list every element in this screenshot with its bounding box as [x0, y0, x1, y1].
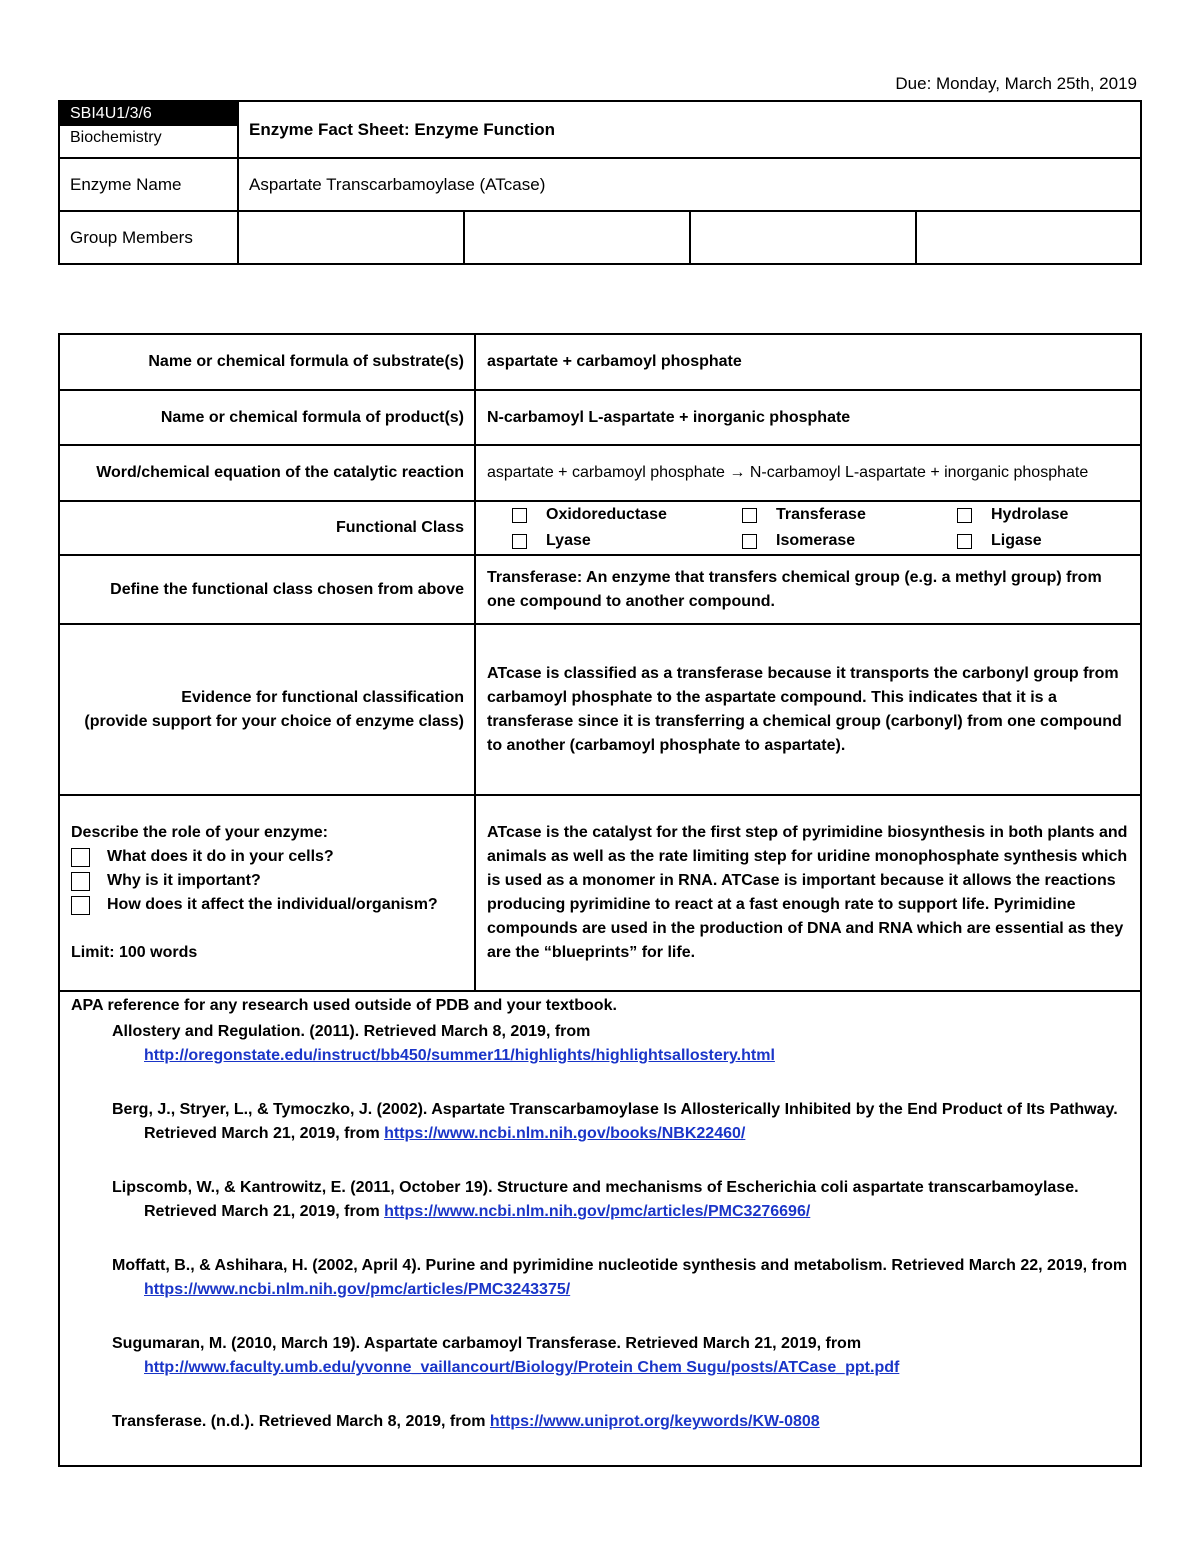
reference-link[interactable]: https://www.uniprot.org/keywords/KW-0808: [489, 1413, 820, 1430]
checkbox-icon: [957, 508, 972, 523]
checkbox-icon: [512, 508, 527, 523]
reference-link[interactable]: https://www.ncbi.nlm.nih.gov/books/NBK22460/: [384, 1125, 746, 1142]
reference-item: Berg, J., Stryer, L., & Tymoczko, J. (2002). Aspartate Transcarbamoylase Is Allosterically Inhibited by the End Product of Its Pathway. Retrieved March 21, 2019, from https://www.ncbi.nlm.nih.gov/books/NBK22460/: [112, 1101, 1118, 1142]
product-field[interactable]: N-carbamoyl L-aspartate + inorganic phosphate: [475, 390, 1141, 445]
reference-item: Moffatt, B., & Ashihara, H. (2002, April 4). Purine and pyrimidine nucleotide synthesis and metabolism. Retrieved March 22, 2019, from https://www.ncbi.nlm.nih.gov/pmc/articles/PMC3243375/: [112, 1257, 1128, 1298]
checkbox-isomerase[interactable]: Isomerase: [742, 529, 957, 553]
fact-sheet-table: [58, 333, 1142, 1467]
checkbox-icon: [742, 508, 757, 523]
reference-link[interactable]: http://www.faculty.umb.edu/yvonne_vaillancourt/Biology/Protein Chem Sugu/posts/ATCase_ppt.pdf: [144, 1359, 900, 1376]
product-label: Name or chemical formula of product(s): [59, 390, 475, 445]
group-member-field[interactable]: [690, 211, 916, 264]
group-member-field[interactable]: [238, 211, 464, 264]
enzyme-name-field[interactable]: Aspartate Transcarbamoylase (ATcase): [238, 158, 1141, 211]
define-class-field[interactable]: Transferase: An enzyme that transfers chemical group (e.g. a methyl group) from one compound to another compound.: [475, 555, 1141, 624]
checkbox-icon: [71, 848, 90, 867]
reference-link[interactable]: https://www.ncbi.nlm.nih.gov/pmc/articles/PMC3243375/: [144, 1281, 571, 1298]
checkbox-oxidoreductase[interactable]: Oxidoreductase: [512, 503, 742, 527]
reference-item: Allostery and Regulation. (2011). Retrieved March 8, 2019, from http://oregonstate.edu/instruct/bb450/summer11/highlights/highlightsallostery.html: [112, 1023, 775, 1064]
reference-item: Lipscomb, W., & Kantrowitz, E. (2011, October 19). Structure and mechanisms of Escherichia coli aspartate transcarbamoylase. Retrieved March 21, 2019, from https://www.ncbi.nlm.nih.gov/pmc/articles/PMC3276696/: [112, 1179, 1079, 1220]
checkbox-transferase[interactable]: Transferase: [742, 503, 957, 527]
references-section: [59, 991, 1141, 1466]
evidence-label: Evidence for functional classification (provide support for your choice of enzyme class): [59, 624, 475, 795]
enzyme-name-label: Enzyme Name: [59, 158, 238, 211]
reference-item: Sugumaran, M. (2010, March 19). Aspartate carbamoyl Transferase. Retrieved March 21, 2019, from http://www.faculty.umb.edu/yvonne_vaillancourt/Biology/Protein Chem Sugu/posts/ATCase_ppt.pdf: [112, 1335, 900, 1376]
checkbox-icon: [742, 534, 757, 549]
role-label: Describe the role of your enzyme: What does it do in your cells? Why is it important? How does it affect the individual/organism? Limit: 100 words: [59, 795, 475, 991]
equation-field[interactable]: aspartate + carbamoyl phosphate → N-carbamoyl L-aspartate + inorganic phosphate: [475, 445, 1141, 501]
checkbox-icon: [512, 534, 527, 549]
role-field[interactable]: ATcase is the catalyst for the first step of pyrimidine biosynthesis in both plants and animals as well as the rate limiting step for uridine monophosphate synthesis which is used as a monomer in RNA. ATCase is important because it allows the reactions producing pyrimidine to react at a fast enough rate to support life. Pyrimidine compounds are used in the production of DNA and RNA which are essential as they are the “blueprints” for life.: [475, 795, 1141, 991]
equation-label: Word/chemical equation of the catalytic reaction: [59, 445, 475, 501]
checkbox-icon: [71, 872, 90, 891]
functional-class-options: [475, 501, 1141, 555]
course-cell: [59, 101, 238, 158]
reference-link[interactable]: http://oregonstate.edu/instruct/bb450/summer11/highlights/highlightsallostery.html: [144, 1047, 775, 1064]
references-heading: APA reference for any research used outside of PDB and your textbook.: [71, 997, 617, 1014]
reference-link[interactable]: https://www.ncbi.nlm.nih.gov/pmc/articles/PMC3276696/: [384, 1203, 811, 1220]
group-members-label: Group Members: [59, 211, 238, 264]
header-table: [58, 100, 1142, 265]
evidence-field[interactable]: ATcase is classified as a transferase because it transports the carbonyl group from carbamoyl phosphate to the aspartate compound. This indicates that it is a transferase since it is transferring a chemical group (carbonyl) from one compound to another (carbamoyl phosphate to aspartate).: [475, 624, 1141, 795]
substrate-label: Name or chemical formula of substrate(s): [59, 334, 475, 390]
course-code: SBI4U1/3/6: [60, 102, 237, 126]
checkbox-icon: [71, 896, 90, 915]
unit-name: Biochemistry: [70, 129, 162, 146]
checkbox-icon: [957, 534, 972, 549]
checkbox-ligase[interactable]: Ligase: [957, 529, 1127, 553]
checkbox-lyase[interactable]: Lyase: [512, 529, 742, 553]
functional-class-label: Functional Class: [59, 501, 475, 555]
group-member-field[interactable]: [464, 211, 690, 264]
reference-item: Transferase. (n.d.). Retrieved March 8, 2019, from https://www.uniprot.org/keywords/KW-0808: [112, 1413, 820, 1430]
due-date: Due: Monday, March 25th, 2019: [895, 74, 1137, 93]
group-member-field[interactable]: [916, 211, 1141, 264]
page-title: Enzyme Fact Sheet: Enzyme Function: [238, 101, 1141, 158]
substrate-field[interactable]: aspartate + carbamoyl phosphate: [475, 334, 1141, 390]
define-class-label: Define the functional class chosen from above: [59, 555, 475, 624]
checkbox-hydrolase[interactable]: Hydrolase: [957, 503, 1127, 527]
